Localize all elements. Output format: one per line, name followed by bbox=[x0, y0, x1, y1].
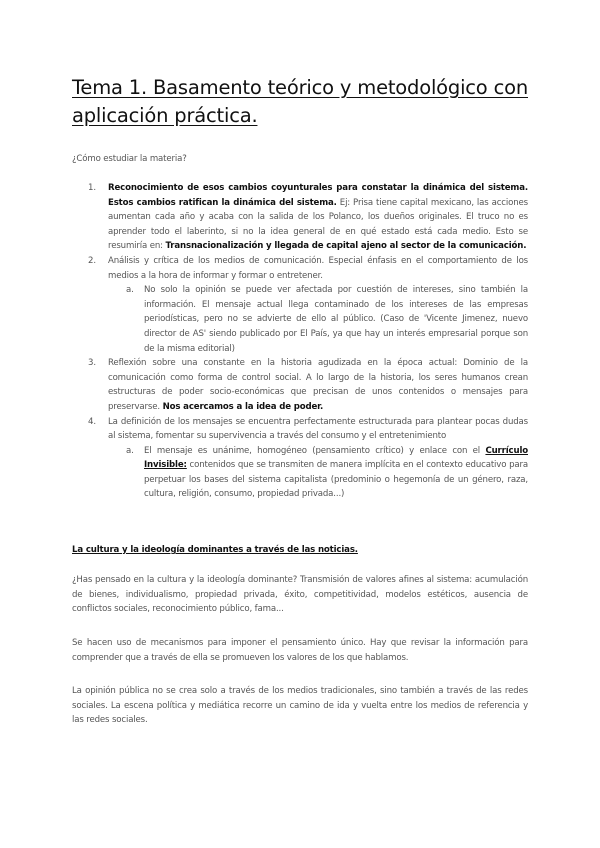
item-bold-text: Transnacionalización y llegada de capital ajeno al sector de la comunicación. bbox=[165, 241, 527, 252]
item-text: Ej: Prisa tiene capital mexicano, las acciones aumentan cada año y acaba con la salida de los Polanco, los dueños originales. El truco no es aprender todo el laberinto, si no la idea general de en qué estado está cada medio. Esto se resumiría en: bbox=[108, 197, 528, 252]
list-number: 4. bbox=[88, 416, 96, 427]
sub-item-text: contenidos que se transmiten de manera implícita en el contexto educativo para perpetuar los bases del sistema capitalista (predominio o hegemonía de un género, raza, cultura, religión, consumo, propiedad privada...) bbox=[144, 460, 528, 500]
item-text: Análisis y crítica de los medios de comunicación. Especial énfasis en el comportamiento de los medios a la hora de informar y formar o entretener. bbox=[108, 255, 528, 281]
list-item bbox=[72, 181, 528, 254]
sub-item-text: No solo la opinión se puede ver afectada por cuestión de intereses, sino también la información. El mensaje actual llega contaminado de los intereses de las empresas periodísticas, pero no se advierte de ello al público. (Caso de 'Vicente Jimenez, nuevo director de AS' siendo publicado por El País, ya que hay un interés empresarial porque son de la misma editorial) bbox=[144, 285, 528, 354]
sub-list-item bbox=[108, 283, 528, 356]
list-number: 3. bbox=[88, 358, 96, 369]
item-text: Reflexión sobre una constante en la historia agudizada en la época actual: Dominio de la comunicación como forma de control social. A lo largo de la historia, los seres humanos crean estructuras de poder socio-económicas que precisan de unos contenidos o mensajes para preservarse. bbox=[108, 358, 528, 412]
paragraph: ¿Has pensado en la cultura y la ideología dominante? Transmisión de valores afines al sistema: acumulación de bienes, individualismo, propiedad privada, éxito, competitividad, modelos estéticos, ausencia de conflictos sociales, reconocimiento público, fama... bbox=[72, 575, 528, 615]
sub-item-bold-text: Currículo Invisible: bbox=[144, 445, 528, 471]
sub-item-text: El mensaje es unánime, homogéneo (pensamiento crítico) y enlace con el bbox=[144, 445, 486, 456]
list-number: 1. bbox=[88, 183, 96, 193]
page-title: Tema 1. Basamento teórico y metodológico con aplicación práctica. bbox=[72, 76, 528, 127]
sub-list-letter: a. bbox=[126, 285, 134, 296]
item-text: La definición de los mensajes se encuentra perfectamente estructurada para plantear pocas dudas al sistema, fomentar su supervivencia a través del consumo y el entretenimiento bbox=[108, 416, 528, 442]
section-title: La cultura y la ideología dominantes a través de las noticias. bbox=[72, 545, 358, 555]
item-bold-text: Nos acercamos a la idea de poder. bbox=[162, 401, 324, 412]
list-number: 2. bbox=[88, 255, 96, 266]
numbered-list bbox=[72, 181, 528, 502]
sub-list-letter: a. bbox=[126, 445, 134, 456]
list-item bbox=[72, 415, 528, 503]
list-item bbox=[72, 356, 528, 414]
list-item bbox=[72, 254, 528, 356]
sub-list-item bbox=[108, 444, 528, 502]
item-bold-text: Reconocimiento de esos cambios coyunturales para constatar la dinámica del sistema. Estos cambios ratifican la dinámica del sistema. bbox=[108, 183, 528, 208]
lead-question: ¿Cómo estudiar la materia? bbox=[72, 154, 187, 164]
paragraph: La opinión pública no se crea solo a través de los medios tradicionales, sino también a través de las redes sociales. La escena política y mediática recorre un camino de ida y vuelta entre los medios de referencia y las redes sociales. bbox=[72, 686, 528, 726]
sub-list bbox=[108, 283, 528, 356]
sub-list bbox=[108, 444, 528, 502]
paragraph: Se hacen uso de mecanismos para imponer el pensamiento único. Hay que revisar la información para comprender que a través de ella se promueven los valores de los que hablamos. bbox=[72, 638, 528, 663]
